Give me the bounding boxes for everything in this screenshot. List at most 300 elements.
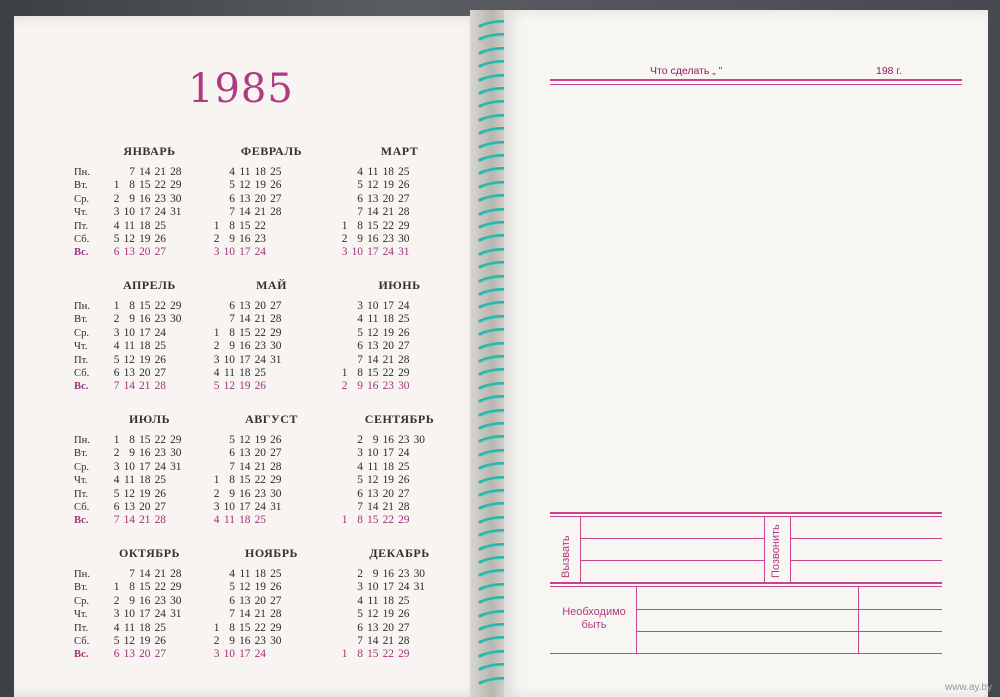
month-name: ИЮНЬ (378, 278, 421, 292)
day-cell: 7 (229, 460, 235, 473)
day-cell: 23 (254, 634, 266, 647)
day-cell: 19 (382, 608, 394, 621)
day-cell: 18 (254, 166, 266, 178)
call-row-line-1 (580, 538, 764, 539)
day-cell: 19 (254, 434, 266, 446)
day-cell: 28 (270, 313, 282, 326)
week-row (332, 220, 410, 233)
day-cell: 17 (382, 447, 394, 460)
weekday-label: Вс. (74, 515, 89, 527)
header-line-bottom (550, 84, 962, 85)
day-cell: 12 (123, 232, 135, 245)
day-cell: 15 (367, 219, 379, 232)
day-cell: 28 (398, 206, 410, 219)
week-row (332, 313, 410, 326)
day-cell: 1 (341, 366, 348, 379)
day-cell: 17 (367, 246, 379, 259)
month-name: АПРЕЛЬ (123, 278, 176, 292)
day-cell: 15 (367, 514, 379, 527)
day-cell: 3 (213, 246, 220, 259)
day-cell: 16 (139, 313, 151, 326)
day-cell: 10 (123, 326, 135, 339)
day-cell: 22 (254, 326, 266, 339)
day-cell: 17 (239, 500, 251, 513)
week-row (204, 501, 282, 514)
day-cell: 13 (123, 500, 135, 513)
day-cell: 30 (170, 447, 182, 460)
week-row (104, 380, 182, 393)
day-cell: 4 (357, 166, 363, 178)
day-cell: 10 (123, 206, 135, 219)
day-cell: 11 (124, 219, 135, 232)
weekday-labels (74, 434, 90, 528)
day-cell: 26 (270, 434, 282, 446)
day-cell: 16 (382, 568, 394, 580)
day-cell: 10 (223, 648, 235, 661)
day-cell: 18 (139, 219, 151, 232)
day-cell: 11 (239, 166, 251, 178)
day-cell: 27 (398, 340, 410, 353)
need-divider-right (858, 587, 859, 654)
week-row (332, 300, 410, 313)
day-cell: 29 (398, 648, 410, 661)
day-cell: 31 (170, 608, 182, 621)
day-cell: 19 (254, 179, 266, 192)
week-row (104, 608, 182, 621)
day-cell: 17 (382, 300, 394, 312)
need-label (554, 606, 634, 632)
day-cell: 15 (239, 219, 251, 232)
day-cell: 24 (398, 447, 410, 460)
day-cell: 4 (213, 366, 220, 379)
day-cell: 2 (213, 634, 220, 647)
day-cell: 5 (229, 179, 235, 192)
day-cell: 23 (154, 192, 166, 205)
day-cell: 21 (139, 514, 151, 527)
day-cell: 4 (357, 313, 363, 326)
need-label-line1: Необходимо (562, 606, 626, 618)
day-cell: 25 (398, 313, 410, 326)
day-cell: 3 (213, 353, 220, 366)
day-cell: 26 (270, 581, 282, 594)
day-cell: 2 (213, 487, 220, 500)
day-cell: 9 (129, 313, 135, 326)
day-cell: 20 (139, 500, 151, 513)
week-row (204, 233, 282, 246)
month-name: МАРТ (380, 144, 419, 158)
day-cell: 10 (123, 460, 135, 473)
need-block-bottom-line (550, 653, 942, 654)
day-cell: 13 (239, 300, 251, 312)
month-name: МАЙ (256, 278, 287, 292)
day-cell: 25 (154, 340, 166, 353)
month-days (104, 300, 182, 394)
header-line-top (550, 79, 962, 81)
day-cell: 30 (170, 313, 182, 326)
week-row (204, 514, 282, 527)
week-row (332, 434, 425, 447)
day-cell: 21 (254, 608, 266, 621)
day-cell: 23 (382, 232, 394, 245)
day-cell: 1 (213, 621, 220, 634)
day-cell: 8 (229, 474, 235, 487)
day-cell: 19 (254, 581, 266, 594)
phone-row-line-1 (790, 538, 942, 539)
day-cell: 23 (254, 487, 266, 500)
month-days (204, 568, 282, 662)
week-row (204, 246, 282, 259)
week-row (104, 220, 182, 233)
day-cell: 4 (113, 219, 120, 232)
day-cell: 6 (113, 246, 120, 259)
weekday-label: Вт. (74, 448, 88, 460)
day-cell: 5 (357, 474, 363, 487)
day-cell: 27 (270, 192, 282, 205)
day-cell: 24 (382, 246, 394, 259)
week-row (104, 581, 182, 594)
day-cell: 21 (382, 206, 394, 219)
weekday-label: Ср. (74, 461, 90, 473)
day-cell: 4 (113, 474, 120, 487)
day-cell: 11 (224, 514, 235, 527)
call-row-line-2 (580, 560, 764, 561)
day-cell: 6 (113, 500, 120, 513)
day-cell: 11 (124, 621, 135, 634)
day-cell: 30 (413, 568, 425, 580)
day-cell: 2 (213, 340, 220, 353)
week-row (332, 246, 410, 259)
day-cell: 9 (229, 634, 235, 647)
week-row (104, 300, 182, 313)
day-cell: 7 (229, 608, 235, 621)
day-cell: 14 (123, 514, 135, 527)
week-row (104, 622, 182, 635)
day-cell: 16 (139, 447, 151, 460)
day-cell: 28 (270, 206, 282, 219)
day-cell: 30 (170, 192, 182, 205)
day-cell: 10 (123, 608, 135, 621)
day-cell: 25 (398, 460, 410, 473)
day-cell: 9 (129, 594, 135, 607)
day-cell: 23 (398, 434, 410, 446)
day-cell: 9 (229, 487, 235, 500)
day-cell: 31 (270, 353, 282, 366)
day-cell: 24 (154, 326, 166, 339)
week-row (204, 474, 282, 487)
planner-year: 198 г. (876, 65, 902, 77)
day-cell: 6 (357, 192, 363, 205)
weekday-label: Вс. (74, 381, 89, 393)
day-cell: 24 (154, 206, 166, 219)
day-cell: 13 (367, 340, 379, 353)
day-cell: 9 (357, 232, 363, 245)
day-cell: 11 (367, 166, 379, 178)
day-cell: 2 (213, 232, 220, 245)
week-row (332, 327, 410, 340)
day-cell: 1 (113, 300, 120, 312)
planner-title: Что сделать „ ” (650, 65, 723, 77)
week-row (332, 568, 425, 581)
day-cell: 29 (270, 621, 282, 634)
day-cell: 30 (170, 594, 182, 607)
week-row (204, 568, 282, 581)
week-row (332, 608, 425, 621)
week-row (332, 488, 425, 501)
week-row (332, 581, 425, 594)
week-row (332, 648, 425, 661)
day-cell: 24 (254, 353, 266, 366)
day-cell: 29 (398, 514, 410, 527)
day-cell: 19 (382, 179, 394, 192)
day-cell: 18 (382, 594, 394, 607)
day-cell: 28 (154, 380, 166, 393)
day-cell: 23 (398, 568, 410, 580)
day-cell: 27 (270, 594, 282, 607)
month-name: ЯНВАРЬ (123, 144, 176, 158)
day-cell: 31 (413, 581, 425, 594)
day-cell: 13 (123, 246, 135, 259)
day-cell: 21 (254, 313, 266, 326)
day-cell: 10 (223, 246, 235, 259)
day-cell: 20 (139, 246, 151, 259)
day-cell: 4 (357, 594, 363, 607)
week-row (332, 367, 410, 380)
call-divider-left (580, 517, 581, 582)
month-days (332, 568, 425, 662)
day-cell: 10 (367, 581, 379, 594)
day-cell: 29 (170, 179, 182, 192)
day-cell: 14 (239, 313, 251, 326)
day-cell: 4 (113, 621, 120, 634)
day-cell: 5 (213, 380, 220, 393)
day-cell: 26 (398, 474, 410, 487)
day-cell: 29 (270, 326, 282, 339)
day-cell: 12 (223, 380, 235, 393)
day-cell: 28 (170, 166, 182, 178)
month-name: НОЯБРЬ (245, 546, 298, 560)
day-cell: 26 (154, 232, 166, 245)
day-cell: 8 (357, 366, 363, 379)
day-cell: 6 (113, 648, 120, 661)
day-cell: 18 (382, 313, 394, 326)
day-cell: 6 (229, 300, 235, 312)
month-days (332, 166, 410, 260)
call-block-top-line (550, 512, 942, 514)
week-row (204, 380, 282, 393)
weekday-label: Пн. (74, 569, 90, 580)
day-cell: 7 (129, 568, 135, 580)
day-cell: 7 (357, 206, 363, 219)
day-cell: 15 (139, 581, 151, 594)
weekday-label: Ср. (74, 595, 90, 607)
need-row-line-2 (636, 631, 942, 632)
week-row (332, 206, 410, 219)
phone-label: Позвонить (770, 524, 782, 578)
week-row (204, 488, 282, 501)
day-cell: 7 (357, 500, 363, 513)
weekday-labels (74, 568, 90, 662)
day-cell: 22 (382, 514, 394, 527)
day-cell: 18 (382, 166, 394, 178)
day-cell: 20 (382, 192, 394, 205)
week-row (204, 300, 282, 313)
weekday-label: Пт. (74, 622, 89, 634)
week-row (104, 179, 182, 192)
day-cell: 12 (239, 179, 251, 192)
day-cell: 21 (139, 380, 151, 393)
week-row (204, 340, 282, 353)
day-cell: 25 (270, 568, 282, 580)
day-cell: 20 (382, 487, 394, 500)
day-cell: 20 (254, 300, 266, 312)
day-cell: 30 (398, 380, 410, 393)
day-cell: 29 (270, 474, 282, 487)
week-row (204, 461, 282, 474)
day-cell: 11 (367, 460, 379, 473)
day-cell: 28 (398, 353, 410, 366)
day-cell: 22 (154, 581, 166, 594)
day-cell: 19 (382, 474, 394, 487)
day-cell: 10 (367, 447, 379, 460)
day-cell: 3 (113, 206, 120, 219)
day-cell: 11 (367, 313, 379, 326)
day-cell: 5 (357, 179, 363, 192)
day-cell: 1 (113, 179, 120, 192)
day-cell: 1 (213, 474, 220, 487)
week-row (204, 622, 282, 635)
day-cell: 7 (229, 206, 235, 219)
day-cell: 12 (123, 353, 135, 366)
day-cell: 1 (113, 581, 120, 594)
week-row (204, 313, 282, 326)
day-cell: 10 (367, 300, 379, 312)
day-cell: 3 (113, 326, 120, 339)
day-cell: 12 (367, 474, 379, 487)
day-cell: 25 (398, 594, 410, 607)
day-cell: 13 (367, 621, 379, 634)
weekday-labels (74, 166, 90, 260)
day-cell: 23 (254, 232, 266, 245)
day-cell: 8 (229, 621, 235, 634)
day-cell: 22 (254, 474, 266, 487)
day-cell: 19 (139, 634, 151, 647)
day-cell: 13 (239, 192, 251, 205)
day-cell: 3 (213, 648, 220, 661)
day-cell: 18 (254, 568, 266, 580)
week-row (204, 447, 282, 460)
day-cell: 17 (139, 460, 151, 473)
day-cell: 28 (270, 608, 282, 621)
day-cell: 20 (382, 340, 394, 353)
day-cell: 7 (113, 380, 120, 393)
day-cell: 21 (254, 460, 266, 473)
day-cell: 16 (239, 634, 251, 647)
day-cell: 14 (239, 460, 251, 473)
day-cell: 24 (254, 500, 266, 513)
day-cell: 25 (270, 166, 282, 178)
week-row (104, 340, 182, 353)
day-cell: 1 (113, 434, 120, 446)
day-cell: 5 (113, 634, 120, 647)
week-row (332, 461, 425, 474)
day-cell: 6 (229, 192, 235, 205)
day-cell: 22 (382, 219, 394, 232)
weekday-label: Вт. (74, 314, 88, 326)
week-row (332, 233, 410, 246)
week-row (104, 474, 182, 487)
day-cell: 8 (129, 300, 135, 312)
day-cell: 20 (254, 192, 266, 205)
week-row (104, 461, 182, 474)
day-cell: 1 (213, 219, 220, 232)
day-cell: 25 (154, 621, 166, 634)
day-cell: 18 (139, 474, 151, 487)
need-label-line2: быть (581, 619, 607, 631)
phone-divider (790, 517, 791, 582)
week-row (332, 340, 410, 353)
day-cell: 30 (270, 634, 282, 647)
day-cell: 22 (154, 179, 166, 192)
weekday-label: Пт. (74, 220, 89, 232)
need-divider-left (636, 587, 637, 654)
day-cell: 15 (139, 434, 151, 446)
week-row (332, 193, 410, 206)
day-cell: 27 (398, 192, 410, 205)
day-cell: 19 (139, 487, 151, 500)
day-cell: 1 (341, 648, 348, 661)
day-cell: 12 (367, 608, 379, 621)
day-cell: 16 (139, 192, 151, 205)
week-row (204, 166, 282, 179)
weekday-label: Чт. (74, 341, 88, 353)
day-cell: 5 (113, 487, 120, 500)
weekday-label: Чт. (74, 207, 88, 219)
day-cell: 7 (229, 313, 235, 326)
day-cell: 30 (270, 340, 282, 353)
week-row (104, 568, 182, 581)
day-cell: 2 (113, 192, 120, 205)
day-cell: 6 (357, 621, 363, 634)
day-cell: 2 (113, 447, 120, 460)
day-cell: 22 (154, 434, 166, 446)
day-cell: 2 (113, 313, 120, 326)
day-cell: 15 (239, 326, 251, 339)
day-cell: 12 (367, 179, 379, 192)
weekday-label: Сб. (74, 367, 90, 379)
week-row (204, 327, 282, 340)
day-cell: 9 (129, 447, 135, 460)
day-cell: 28 (154, 514, 166, 527)
day-cell: 5 (357, 326, 363, 339)
day-cell: 27 (270, 447, 282, 460)
day-cell: 14 (367, 353, 379, 366)
day-cell: 17 (239, 353, 251, 366)
day-cell: 16 (239, 340, 251, 353)
day-cell: 24 (154, 608, 166, 621)
day-cell: 29 (398, 366, 410, 379)
day-cell: 27 (154, 366, 166, 379)
day-cell: 3 (357, 300, 363, 312)
week-row (104, 447, 182, 460)
day-cell: 11 (224, 366, 235, 379)
day-cell: 8 (357, 219, 363, 232)
month-days (204, 434, 282, 528)
day-cell: 19 (239, 380, 251, 393)
week-row (104, 648, 182, 661)
month-name: ДЕКАБРЬ (369, 546, 430, 560)
day-cell: 23 (154, 447, 166, 460)
phone-row-line-2 (790, 560, 942, 561)
